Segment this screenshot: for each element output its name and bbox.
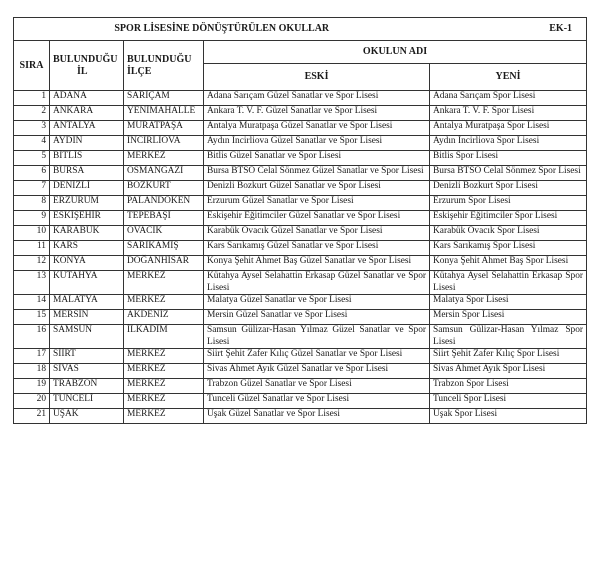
cell-yeni: Aydın İncirliova Spor Lisesi: [430, 136, 587, 151]
table-row: [14, 379, 587, 394]
document-title: SPOR LİSESİNE DÖNÜŞTÜRÜLEN OKULLAR: [14, 18, 430, 41]
cell-ilce: BOZKURT: [124, 181, 204, 196]
cell-yeni: Ankara T. V. F. Spor Lisesi: [430, 106, 587, 121]
table-body: [14, 91, 587, 424]
cell-ilce: SARIKAMIŞ: [124, 241, 204, 256]
cell-sira: 9: [14, 211, 50, 226]
table-row: [14, 226, 587, 241]
table-row: [14, 256, 587, 271]
cell-eski: Bitlis Güzel Sanatlar ve Spor Lisesi: [204, 151, 430, 166]
header-okulun-adi: OKULUN ADI: [204, 41, 587, 64]
cell-yeni: Bitlis Spor Lisesi: [430, 151, 587, 166]
cell-eski: Erzurum Güzel Sanatlar ve Spor Lisesi: [204, 196, 430, 211]
cell-il: UŞAK: [50, 409, 124, 424]
cell-sira: 2: [14, 106, 50, 121]
cell-sira: 13: [14, 271, 50, 295]
cell-ilce: SARIÇAM: [124, 91, 204, 106]
cell-il: ANKARA: [50, 106, 124, 121]
cell-eski: Tunceli Güzel Sanatlar ve Spor Lisesi: [204, 394, 430, 409]
cell-ilce: MERKEZ: [124, 379, 204, 394]
cell-ilce: OSMANGAZİ: [124, 166, 204, 181]
cell-sira: 3: [14, 121, 50, 136]
cell-eski: Kars Sarıkamış Güzel Sanatlar ve Spor Lisesi: [204, 241, 430, 256]
cell-eski: Karabük Ovacık Güzel Sanatlar ve Spor Lisesi: [204, 226, 430, 241]
cell-ilce: TEPEBAŞI: [124, 211, 204, 226]
cell-ilce: PALANDÖKEN: [124, 196, 204, 211]
table-row: [14, 151, 587, 166]
cell-yeni: Konya Şehit Ahmet Baş Spor Lisesi: [430, 256, 587, 271]
cell-il: MERSİN: [50, 310, 124, 325]
cell-eski: Eskişehir Eğitimciler Güzel Sanatlar ve Spor Lisesi: [204, 211, 430, 226]
cell-il: TRABZON: [50, 379, 124, 394]
cell-sira: 17: [14, 349, 50, 364]
cell-yeni: Kütahya Aysel Selahattin Erkasap Spor Lisesi: [430, 271, 587, 295]
table-row: [14, 91, 587, 106]
cell-ilce: MURATPAŞA: [124, 121, 204, 136]
cell-il: AYDIN: [50, 136, 124, 151]
cell-il: DENİZLİ: [50, 181, 124, 196]
cell-yeni: Uşak Spor Lisesi: [430, 409, 587, 424]
cell-sira: 8: [14, 196, 50, 211]
cell-eski: Samsun Gülizar-Hasan Yılmaz Güzel Sanatlar ve Spor Lisesi: [204, 325, 430, 349]
cell-yeni: Adana Sarıçam Spor Lisesi: [430, 91, 587, 106]
header-eski: ESKİ: [204, 64, 430, 91]
cell-yeni: Eskişehir Eğitimciler Spor Lisesi: [430, 211, 587, 226]
cell-ilce: İLKADIM: [124, 325, 204, 349]
cell-sira: 15: [14, 310, 50, 325]
cell-il: MALATYA: [50, 295, 124, 310]
table-row: [14, 394, 587, 409]
cell-il: ERZURUM: [50, 196, 124, 211]
cell-eski: Kütahya Aysel Selahattin Erkasap Güzel Sanatlar ve Spor Lisesi: [204, 271, 430, 295]
cell-eski: Sivas Ahmet Ayık Güzel Sanatlar ve Spor Lisesi: [204, 364, 430, 379]
table-row: [14, 364, 587, 379]
cell-il: KARABÜK: [50, 226, 124, 241]
cell-ilce: YENİMAHALLE: [124, 106, 204, 121]
table-row: [14, 241, 587, 256]
header-ilce: [124, 41, 204, 91]
header-il-line1: BULUNDUĞU: [53, 54, 118, 65]
cell-yeni: Antalya Muratpaşa Spor Lisesi: [430, 121, 587, 136]
header-ilce-line2: İLÇE: [127, 65, 152, 77]
cell-sira: 4: [14, 136, 50, 151]
cell-ilce: AKDENİZ: [124, 310, 204, 325]
cell-ilce: MERKEZ: [124, 409, 204, 424]
cell-eski: Trabzon Güzel Sanatlar ve Spor Lisesi: [204, 379, 430, 394]
header-ilce-line1: BULUNDUĞU: [127, 54, 192, 65]
cell-ilce: MERKEZ: [124, 349, 204, 364]
cell-sira: 19: [14, 379, 50, 394]
cell-ilce: MERKEZ: [124, 151, 204, 166]
cell-ilce: MERKEZ: [124, 394, 204, 409]
table-row: [14, 106, 587, 121]
table-row: [14, 349, 587, 364]
cell-yeni: Kars Sarıkamış Spor Lisesi: [430, 241, 587, 256]
cell-yeni: Siirt Şehit Zafer Kılıç Spor Lisesi: [430, 349, 587, 364]
cell-ilce: MERKEZ: [124, 271, 204, 295]
cell-yeni: Bursa BTSO Celal Sönmez Spor Lisesi: [430, 166, 587, 181]
table-row: [14, 166, 587, 181]
cell-eski: Antalya Muratpaşa Güzel Sanatlar ve Spor Lisesi: [204, 121, 430, 136]
cell-yeni: Erzurum Spor Lisesi: [430, 196, 587, 211]
cell-sira: 21: [14, 409, 50, 424]
cell-ilce: MERKEZ: [124, 364, 204, 379]
cell-il: KARS: [50, 241, 124, 256]
cell-eski: Bursa BTSO Celal Sönmez Güzel Sanatlar ve Spor Lisesi: [204, 166, 430, 181]
cell-il: TUNCELİ: [50, 394, 124, 409]
cell-sira: 14: [14, 295, 50, 310]
cell-ilce: DOĞANHİSAR: [124, 256, 204, 271]
cell-il: BİTLİS: [50, 151, 124, 166]
cell-sira: 7: [14, 181, 50, 196]
table-row: [14, 181, 587, 196]
table-row: [14, 310, 587, 325]
table-row: [14, 325, 587, 349]
schools-table: [13, 17, 587, 424]
header-il: [50, 41, 124, 91]
cell-eski: Uşak Güzel Sanatlar ve Spor Lisesi: [204, 409, 430, 424]
cell-eski: Mersin Güzel Sanatlar ve Spor Lisesi: [204, 310, 430, 325]
header-il-line2: İL: [77, 65, 88, 77]
table-row: [14, 211, 587, 226]
table-row: [14, 136, 587, 151]
cell-yeni: Malatya Spor Lisesi: [430, 295, 587, 310]
cell-il: KÜTAHYA: [50, 271, 124, 295]
cell-ilce: İNCİRLİOVA: [124, 136, 204, 151]
annex-label: EK-1: [430, 18, 587, 41]
cell-yeni: Mersin Spor Lisesi: [430, 310, 587, 325]
title-row: [14, 18, 587, 41]
cell-eski: Siirt Şehit Zafer Kılıç Güzel Sanatlar ve Spor Lisesi: [204, 349, 430, 364]
cell-il: KONYA: [50, 256, 124, 271]
cell-eski: Aydın İncirliova Güzel Sanatlar ve Spor Lisesi: [204, 136, 430, 151]
cell-ilce: OVACIK: [124, 226, 204, 241]
cell-yeni: Sivas Ahmet Ayık Spor Lisesi: [430, 364, 587, 379]
cell-eski: Denizli Bozkurt Güzel Sanatlar ve Spor Lisesi: [204, 181, 430, 196]
cell-il: SAMSUN: [50, 325, 124, 349]
cell-yeni: Denizli Bozkurt Spor Lisesi: [430, 181, 587, 196]
cell-eski: Ankara T. V. F. Güzel Sanatlar ve Spor Lisesi: [204, 106, 430, 121]
cell-sira: 16: [14, 325, 50, 349]
cell-eski: Konya Şehit Ahmet Baş Güzel Sanatlar ve Spor Lisesi: [204, 256, 430, 271]
cell-eski: Malatya Güzel Sanatlar ve Spor Lisesi: [204, 295, 430, 310]
table-row: [14, 196, 587, 211]
cell-il: ESKİŞEHİR: [50, 211, 124, 226]
cell-il: SİVAS: [50, 364, 124, 379]
cell-sira: 5: [14, 151, 50, 166]
table-row: [14, 295, 587, 310]
table-row: [14, 121, 587, 136]
cell-il: ADANA: [50, 91, 124, 106]
cell-yeni: Tunceli Spor Lisesi: [430, 394, 587, 409]
cell-sira: 18: [14, 364, 50, 379]
cell-sira: 11: [14, 241, 50, 256]
cell-sira: 12: [14, 256, 50, 271]
cell-il: SİİRT: [50, 349, 124, 364]
cell-sira: 6: [14, 166, 50, 181]
table-row: [14, 271, 587, 295]
cell-yeni: Karabük Ovacık Spor Lisesi: [430, 226, 587, 241]
cell-yeni: Trabzon Spor Lisesi: [430, 379, 587, 394]
cell-il: BURSA: [50, 166, 124, 181]
header-yeni: YENİ: [430, 64, 587, 91]
cell-sira: 1: [14, 91, 50, 106]
cell-yeni: Samsun Gülizar-Hasan Yılmaz Spor Lisesi: [430, 325, 587, 349]
cell-eski: Adana Sarıçam Güzel Sanatlar ve Spor Lisesi: [204, 91, 430, 106]
table-row: [14, 409, 587, 424]
header-sira: SIRA: [14, 41, 50, 91]
cell-sira: 20: [14, 394, 50, 409]
cell-ilce: MERKEZ: [124, 295, 204, 310]
header-row-1: [14, 41, 587, 64]
cell-sira: 10: [14, 226, 50, 241]
cell-il: ANTALYA: [50, 121, 124, 136]
